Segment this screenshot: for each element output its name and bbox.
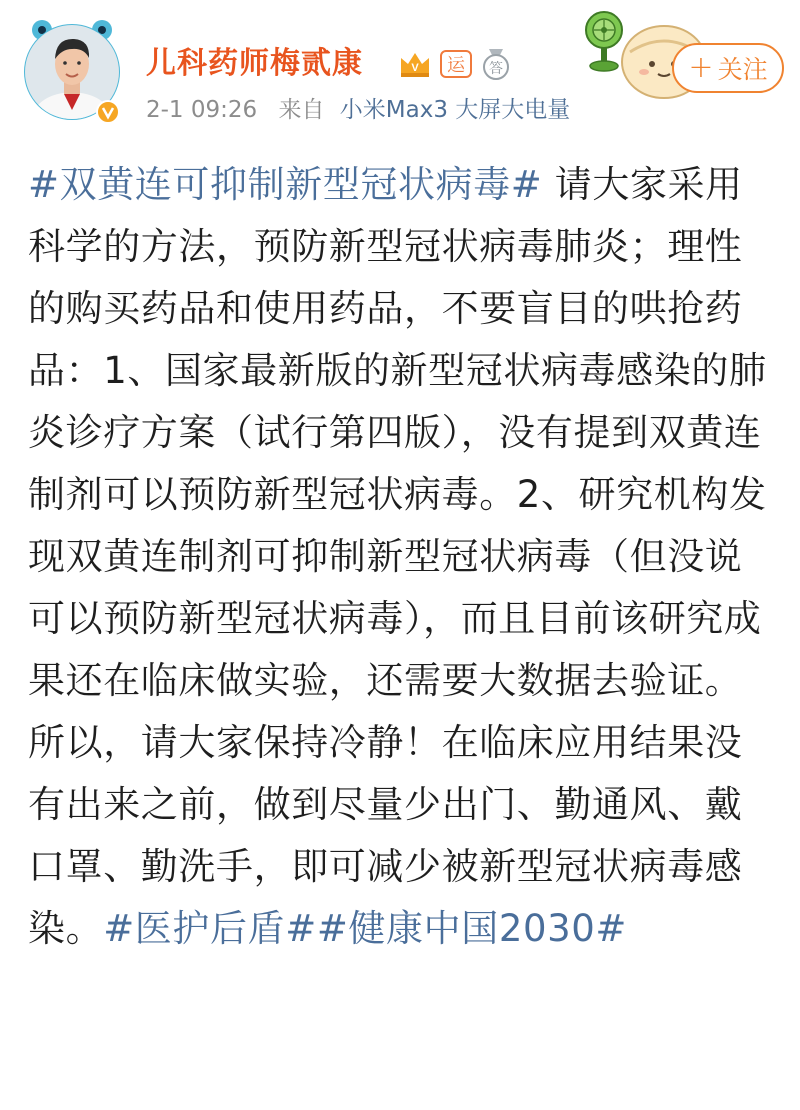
user-badges bbox=[398, 47, 520, 81]
post-source-prefix: 来自 bbox=[278, 97, 325, 123]
vip-crown-icon[interactable] bbox=[398, 49, 432, 79]
post-source-device[interactable]: 小米Max3 大屏大电量 bbox=[339, 97, 571, 123]
svg-text:答: 答 bbox=[489, 61, 503, 77]
post-time: 2-1 09:26 bbox=[146, 97, 258, 123]
svg-text:V: V bbox=[411, 62, 419, 74]
follow-button[interactable] bbox=[672, 43, 784, 93]
user-name[interactable]: 儿科药师梅贰康 bbox=[146, 46, 363, 81]
follow-button-label: 关注 bbox=[717, 55, 768, 84]
post-content bbox=[28, 154, 778, 960]
plus-icon: + bbox=[688, 50, 714, 85]
fortune-badge-icon[interactable] bbox=[440, 49, 472, 79]
post-header bbox=[0, 0, 800, 140]
topic-link[interactable]: #健康中国2030# bbox=[316, 907, 627, 950]
topic-link[interactable]: #医护后盾# bbox=[103, 907, 317, 950]
user-avatar-icon bbox=[22, 14, 122, 126]
svg-text:运: 运 bbox=[447, 55, 465, 76]
post-text: 请大家采用科学的方法，预防新型冠状病毒肺炎；理性的购买药品和使用药品，不要盲目的哄抢药品：1、国家最新版的新型冠状病毒感染的肺炎诊疗方案（试行第四版），没有提到双黄连制剂可以预防新型冠状病毒。2、研究机构发现双黄连制剂可抑制新型冠状病毒（但没说可以预防新型冠状病毒），而且目前该研究成果还在临床做实验，还需要大数据去验证。所以，请大家保持冷静！在临床应用结果没有出来之前，做到尽量少出门、勤通风、戴口罩、勤洗手，即可减少被新型冠状病毒感染。 bbox=[28, 163, 767, 950]
avatar[interactable] bbox=[22, 14, 122, 126]
topic-link[interactable]: #双黄连可抑制新型冠状病毒# bbox=[28, 163, 543, 206]
post-meta bbox=[146, 94, 570, 126]
medal-badge-icon[interactable] bbox=[480, 47, 512, 81]
